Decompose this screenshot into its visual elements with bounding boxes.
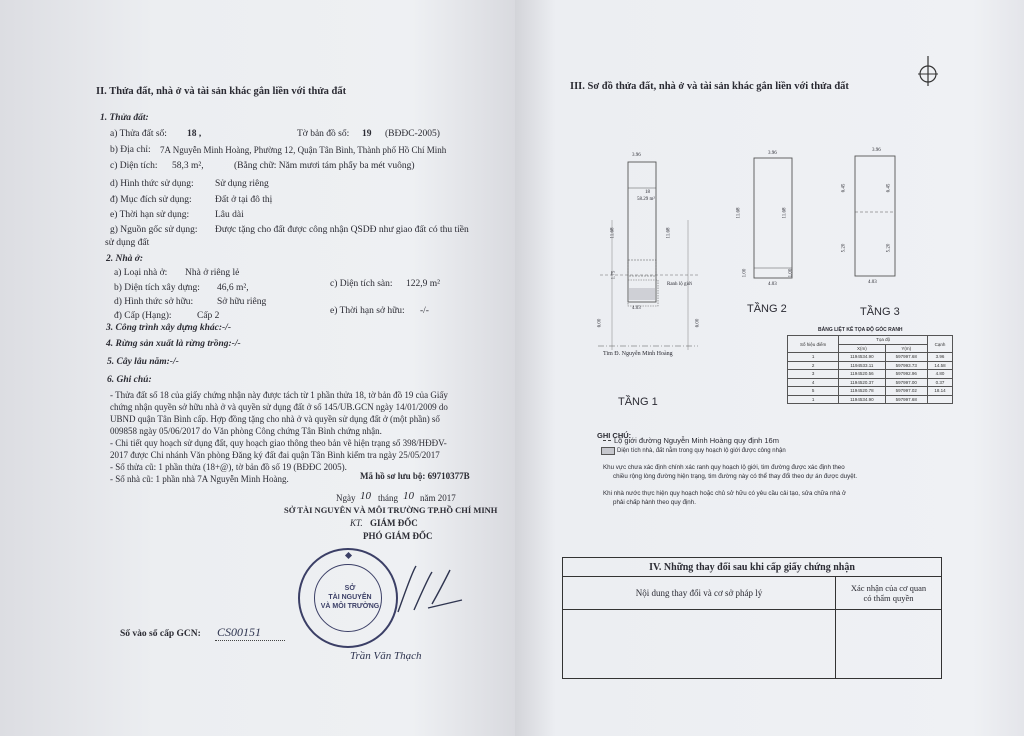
table-cell: 597997.68 xyxy=(885,395,927,404)
usage-term-value: Lâu dài xyxy=(215,210,244,220)
note-line-3: UBND quận Tân Bình cấp. Hợp đồng tặng cho nhà ở và quyền sử dụng đất ở (một phần) số xyxy=(110,414,440,424)
change-confirm-header-1: Xác nhận của cơ quan xyxy=(850,583,927,593)
issue-date-day-label: Ngày xyxy=(336,493,356,503)
origin-label: g) Nguồn gốc sử dụng: xyxy=(110,225,198,235)
address-label: b) Địa chỉ: xyxy=(110,145,151,155)
table-cell: 597997.68 xyxy=(885,353,927,362)
gcn-underline xyxy=(215,640,285,641)
director-title: GIÁM ĐỐC xyxy=(370,518,418,528)
floor3-top-dim: 3.96 xyxy=(872,148,881,153)
floor1-front-dim: 1.75 xyxy=(611,270,617,280)
plan-note-a: Lộ giới đường Nguyễn Minh Hoàng quy định 16m xyxy=(614,436,779,445)
issue-date-day: 10 xyxy=(360,490,371,502)
table-row xyxy=(788,353,953,362)
change-content-header: Nội dung thay đổi và cơ sở pháp lý xyxy=(563,577,836,610)
director-kt: KT. xyxy=(350,518,363,528)
change-confirm-header-2: có thẩm quyền xyxy=(863,593,914,603)
issuing-authority: SỞ TÀI NGUYÊN VÀ MÔI TRƯỜNG TP.HỒ CHÍ MINH xyxy=(284,505,498,515)
table-row xyxy=(788,370,953,379)
table-row xyxy=(788,361,953,370)
parcel-number: 18 , xyxy=(187,129,202,139)
table-cell: 1194520.78 xyxy=(839,387,885,396)
ownership-value: Sở hữu riêng xyxy=(217,297,267,307)
ownership-term-value: -/- xyxy=(420,306,429,316)
note-line-2: chứng nhận quyền sở hữu nhà ở và quyền sử dụng đất ở số 145/UB.GCN ngày 14/01/2009 do xyxy=(110,402,448,412)
area-value: 58,3 m², xyxy=(172,161,204,171)
floor2-right-dim: 11.68 xyxy=(782,207,788,219)
table-cell: 18.14 xyxy=(928,387,953,396)
table-cell: 597997.02 xyxy=(885,387,927,396)
house-type-value: Nhà ở riêng lẻ xyxy=(185,268,240,278)
floor1-road-dim-left: 6.00 xyxy=(597,318,603,328)
floor2-front-dim-left: 1.00 xyxy=(742,268,748,278)
plan-note-d2: phải chấp hành theo quy định. xyxy=(613,499,696,506)
floor3-upper-left-dim: 6.45 xyxy=(841,183,847,193)
table-cell: 4.80 xyxy=(928,370,953,379)
issue-date-year: năm 2017 xyxy=(420,493,456,503)
table-cell: 1 xyxy=(788,353,839,362)
north-arrow-icon xyxy=(915,56,941,86)
table-row xyxy=(788,395,953,404)
plan-note-b: Diện tích nhà, đất nằm trong quy hoạch lộ giới được công nhận xyxy=(617,448,786,454)
section-4-title: IV. Những thay đổi sau khi cấp giấy chứng nhận xyxy=(563,558,942,577)
ownership-term-label: e) Thời hạn sở hữu: xyxy=(330,306,405,316)
gcn-label: Số vào sổ cấp GCN: xyxy=(120,629,201,639)
origin-value: Được tặng cho đất được công nhận QSDĐ như giao đất có thu tiền xyxy=(215,225,469,235)
floor1-left-dim: 11.68 xyxy=(610,227,616,239)
table-cell: 4 xyxy=(788,378,839,387)
change-content-cell xyxy=(563,610,836,679)
floor1-road-dim-right: 6.00 xyxy=(695,318,701,328)
section-2-title: II. Thửa đất, nhà ở và tài sản khác gắn liền với thửa đất xyxy=(96,86,347,97)
area-in-words: (Bằng chữ: Năm mươi tám phẩy ba mét vuông) xyxy=(234,161,415,171)
change-confirm-cell xyxy=(836,610,942,679)
issue-date-month: 10 xyxy=(403,490,414,502)
floor2-front-dim-right: 1.00 xyxy=(788,268,794,278)
changes-table xyxy=(562,557,942,679)
lot-number: 18 xyxy=(645,190,650,195)
usage-form-value: Sử dụng riêng xyxy=(215,179,269,189)
map-sheet-note: (BĐĐC-2005) xyxy=(385,129,440,139)
table-cell: 597992.96 xyxy=(885,370,927,379)
grade-label: đ) Cấp (Hạng): xyxy=(114,311,172,321)
notes-heading: 6. Ghi chú: xyxy=(107,375,152,385)
table-cell: 2 xyxy=(788,361,839,370)
note-line-6: 2017 được Chi nhánh Văn phòng Đăng ký đất đai quận Tân Bình kiểm tra ngày 25/05/2017 xyxy=(110,450,440,460)
table-cell: 14.58 xyxy=(928,361,953,370)
bank-label: Ranh lộ giới xyxy=(667,282,692,287)
note-line-1: - Thửa đất số 18 của giấy chứng nhận này được tách từ 1 phần thửa 18, tờ bản đồ 19 của Giấy xyxy=(110,390,448,400)
usage-form-label: d) Hình thức sử dụng: xyxy=(110,179,194,189)
grade-value: Cấp 2 xyxy=(197,311,220,321)
changes-header-row xyxy=(563,577,942,610)
table-row xyxy=(788,387,953,396)
plan-note-c1: Khu vực chưa xác định chính xác ranh quy hoạch lộ giới, tim đường được xác định theo xyxy=(603,464,845,471)
floor1-bottom-dim: 4.03 xyxy=(632,306,641,311)
official-stamp xyxy=(298,548,398,648)
signature-icon xyxy=(392,560,472,620)
table-cell: 1194520.37 xyxy=(839,378,885,387)
hatch-legend-icon xyxy=(601,447,615,455)
floor-area-label: c) Diện tích sàn: xyxy=(330,279,393,289)
floor2-top-dim: 3.96 xyxy=(768,151,777,156)
plan-note-d1: Khi nhà nước thực hiện quy hoạch hoặc chủ sở hữu có yêu cầu cải tạo, sửa chữa nhà ở xyxy=(603,490,847,497)
table-cell xyxy=(928,395,953,404)
build-area-value: 46,6 m², xyxy=(217,283,249,293)
production-forest: 4. Rừng sản xuất là rừng trồng:-/- xyxy=(106,339,241,349)
floor-2-label: TẦNG 2 xyxy=(747,303,787,315)
coords-title: BẢNG LIỆT KÊ TỌA ĐỘ GÓC RANH xyxy=(818,327,903,333)
table-cell: 1194533.11 xyxy=(839,361,885,370)
gcn-number: CS00151 xyxy=(217,625,262,639)
floor-3-label: TẦNG 3 xyxy=(860,306,900,318)
table-cell: 1 xyxy=(788,395,839,404)
ownership-label: d) Hình thức sở hữu: xyxy=(114,297,194,307)
land-heading: 1. Thửa đất: xyxy=(100,113,149,123)
coords-header-row xyxy=(788,336,953,345)
coords-col-y: Y(m) xyxy=(885,344,927,353)
coords-col-x: X(m) xyxy=(839,344,885,353)
note-line-5: - Chi tiết quy hoạch sử dụng đất, quy hoạch giao thông theo bản vẽ hiện trạng số 398/HĐĐV- xyxy=(110,438,447,448)
road-line-legend-icon xyxy=(603,440,611,441)
map-sheet-label: Tờ bản đồ số: xyxy=(297,129,350,139)
floor-area-value: 122,9 m² xyxy=(406,279,440,289)
parcel-number-label: a) Thửa đất số: xyxy=(110,129,167,139)
signer-name: Trần Văn Thạch xyxy=(350,650,422,662)
floor-3-plan xyxy=(845,148,915,288)
issue-date-month-label: tháng xyxy=(378,493,398,503)
house-type-label: a) Loại nhà ở: xyxy=(114,268,168,278)
change-confirm-header xyxy=(836,577,942,610)
table-cell: 1194534.90 xyxy=(839,395,885,404)
coords-col-edge: Cạnh xyxy=(928,336,953,353)
table-cell: 597997.00 xyxy=(885,378,927,387)
star-icon xyxy=(345,552,352,559)
record-code: Mã hồ sơ lưu bộ: 69710377B xyxy=(360,471,470,481)
floor3-lower-right-dim: 5.20 xyxy=(886,243,892,253)
origin-value-cont: sử dụng đất xyxy=(105,238,150,248)
table-cell: 597993.73 xyxy=(885,361,927,370)
house-heading: 2. Nhà ở: xyxy=(106,254,144,264)
coords-table xyxy=(787,335,953,404)
note-line-7: - Số thửa cũ: 1 phần thửa (18+@), tờ bản đồ số 19 (BĐĐC 2005). xyxy=(110,462,347,472)
table-cell: 3.96 xyxy=(928,353,953,362)
floor1-top-dim: 3.96 xyxy=(632,153,641,158)
plan-notes-title: GHI CHÚ: xyxy=(597,431,632,440)
other-construction: 3. Công trình xây dựng khác:-/- xyxy=(106,323,231,333)
table-cell: 3 xyxy=(788,370,839,379)
build-area-label: b) Diện tích xây dựng: xyxy=(114,283,200,293)
table-cell: 1194520.56 xyxy=(839,370,885,379)
note-line-4: 009858 ngày 05/06/2017 do Văn phòng Công chứng Tân Bình chứng nhận. xyxy=(110,426,382,436)
lot-area: 58.29 m² xyxy=(637,197,655,202)
table-cell: 5 xyxy=(788,387,839,396)
usage-purpose-label: đ) Mục đích sử dụng: xyxy=(110,195,192,205)
stamp-text: SỞ TÀI NGUYÊN VÀ MÔI TRƯỜNG xyxy=(320,585,380,610)
floor3-lower-left-dim: 5.20 xyxy=(841,243,847,253)
table-row xyxy=(788,378,953,387)
map-sheet-number: 19 xyxy=(362,129,372,139)
coords-col-point: Số hiệu điểm xyxy=(788,336,839,353)
perennial-trees: 5. Cây lâu năm:-/- xyxy=(107,357,179,367)
coords-col-group: Tọa độ xyxy=(839,336,928,345)
address-value: 7A Nguyễn Minh Hoàng, Phường 12, Quận Tân Bình, Thành phố Hồ Chí Minh xyxy=(160,145,447,155)
vice-director-title: PHÓ GIÁM ĐỐC xyxy=(363,531,433,541)
floor-2-plan xyxy=(740,150,810,290)
usage-purpose-value: Đất ở tại đô thị xyxy=(215,195,273,205)
changes-title-row xyxy=(563,558,942,577)
changes-empty-row xyxy=(563,610,942,679)
section-3-title: III. Sơ đồ thửa đất, nhà ở và tài sản khác gắn liền với thửa đất xyxy=(570,81,849,92)
table-cell: 0.37 xyxy=(928,378,953,387)
floor3-upper-right-dim: 6.45 xyxy=(886,183,892,193)
note-line-8: - Số nhà cũ: 1 phần nhà 7A Nguyễn Minh Hoàng. xyxy=(110,474,289,484)
floor1-right-dim: 11.68 xyxy=(666,227,672,239)
usage-term-label: e) Thời hạn sử dụng: xyxy=(110,210,190,220)
area-label: c) Diện tích: xyxy=(110,161,158,171)
floor-1-label: TẦNG 1 xyxy=(618,396,658,408)
floor2-bottom-dim: 4.03 xyxy=(768,282,777,287)
floor2-left-dim: 11.68 xyxy=(736,207,742,219)
plan-note-c2: chiều rộng lòng đường hiện trạng, tim đường này có thể thay đổi theo dự án được duyệt. xyxy=(613,473,858,480)
table-cell: 1194534.90 xyxy=(839,353,885,362)
street-centerline: Tim Đ. Nguyễn Minh Hoàng xyxy=(603,351,673,357)
floor-1-plan xyxy=(588,150,698,370)
floor3-bottom-dim: 4.03 xyxy=(868,280,877,285)
